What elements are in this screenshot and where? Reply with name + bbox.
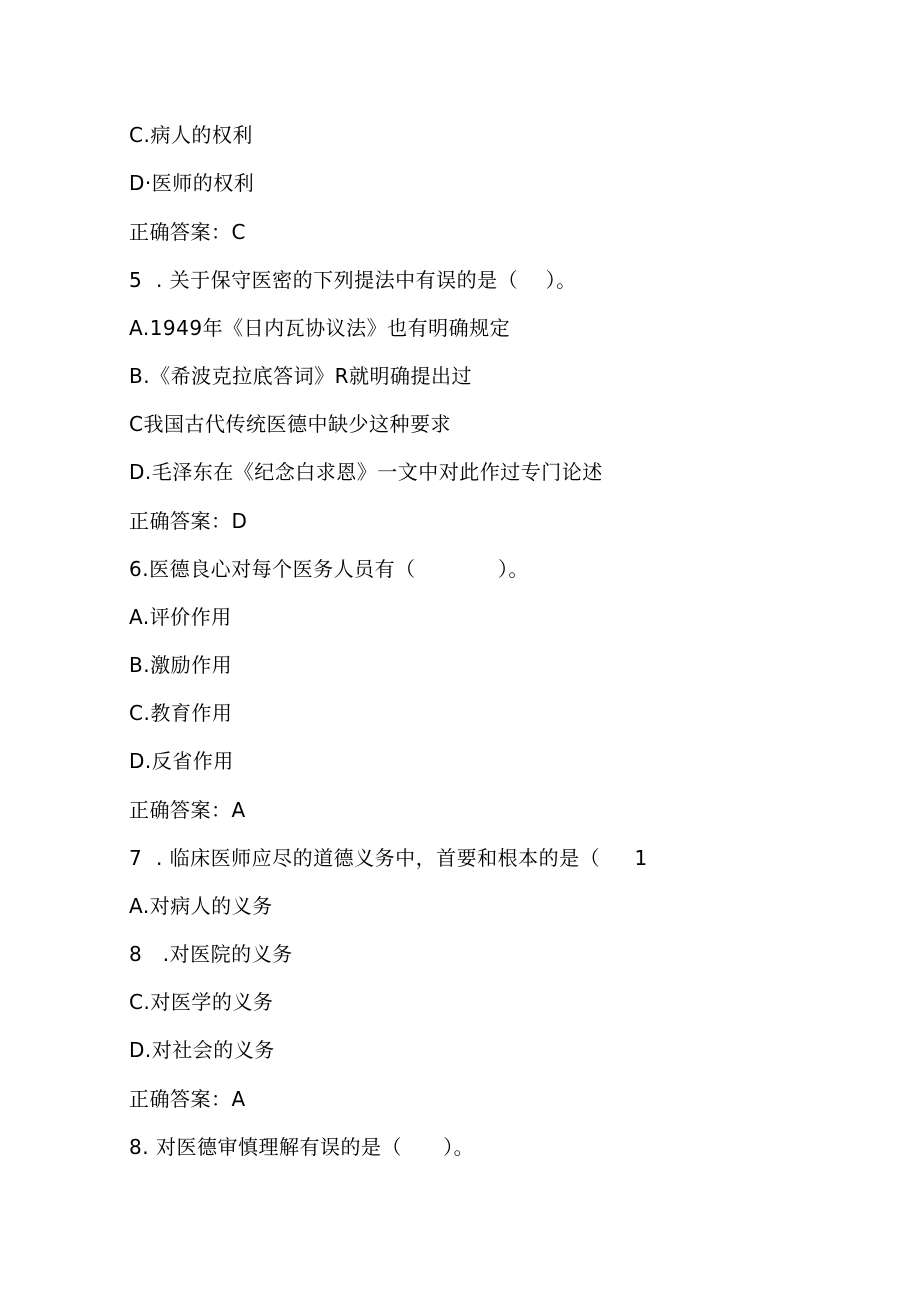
- answer-line: 正确答案：A: [129, 1087, 246, 1111]
- question-8: 8. 对医德审慎理解有误的是（ ）。: [129, 1135, 475, 1159]
- option-b: 8 .对医院的义务: [129, 942, 293, 966]
- option-b: B.激励作用: [129, 653, 233, 677]
- option-a: A.对病人的义务: [129, 894, 273, 918]
- option-d: D.对社会的义务: [129, 1038, 275, 1062]
- option-d: D·医师的权利: [129, 171, 255, 195]
- question-6: 6.医德良心对每个医务人员有（ ）。: [129, 557, 529, 581]
- option-c: C.病人的权利: [129, 123, 253, 147]
- option-c: C我国古代传统医德中缺少这种要求: [129, 412, 451, 436]
- question-7: 7 . 临床医师应尽的道德义务中，首要和根本的是（ 1: [129, 846, 648, 870]
- option-a: A.评价作用: [129, 605, 232, 629]
- answer-line: 正确答案：C: [129, 220, 246, 244]
- answer-line: 正确答案：D: [129, 509, 248, 533]
- option-c: C.教育作用: [129, 701, 233, 725]
- answer-line: 正确答案：A: [129, 798, 246, 822]
- option-d: D.反省作用: [129, 749, 234, 773]
- option-d: D.毛泽东在《纪念白求恩》一文中对此作过专门论述: [129, 460, 603, 484]
- option-a: A.1949年《日内瓦协议法》也有明确规定: [129, 316, 511, 340]
- question-5: 5 . 关于保守医密的下列提法中有误的是（ ）。: [129, 268, 577, 292]
- option-b: B.《希波克拉底答词》R就明确提出过: [129, 364, 472, 388]
- option-c: C.对医学的义务: [129, 990, 274, 1014]
